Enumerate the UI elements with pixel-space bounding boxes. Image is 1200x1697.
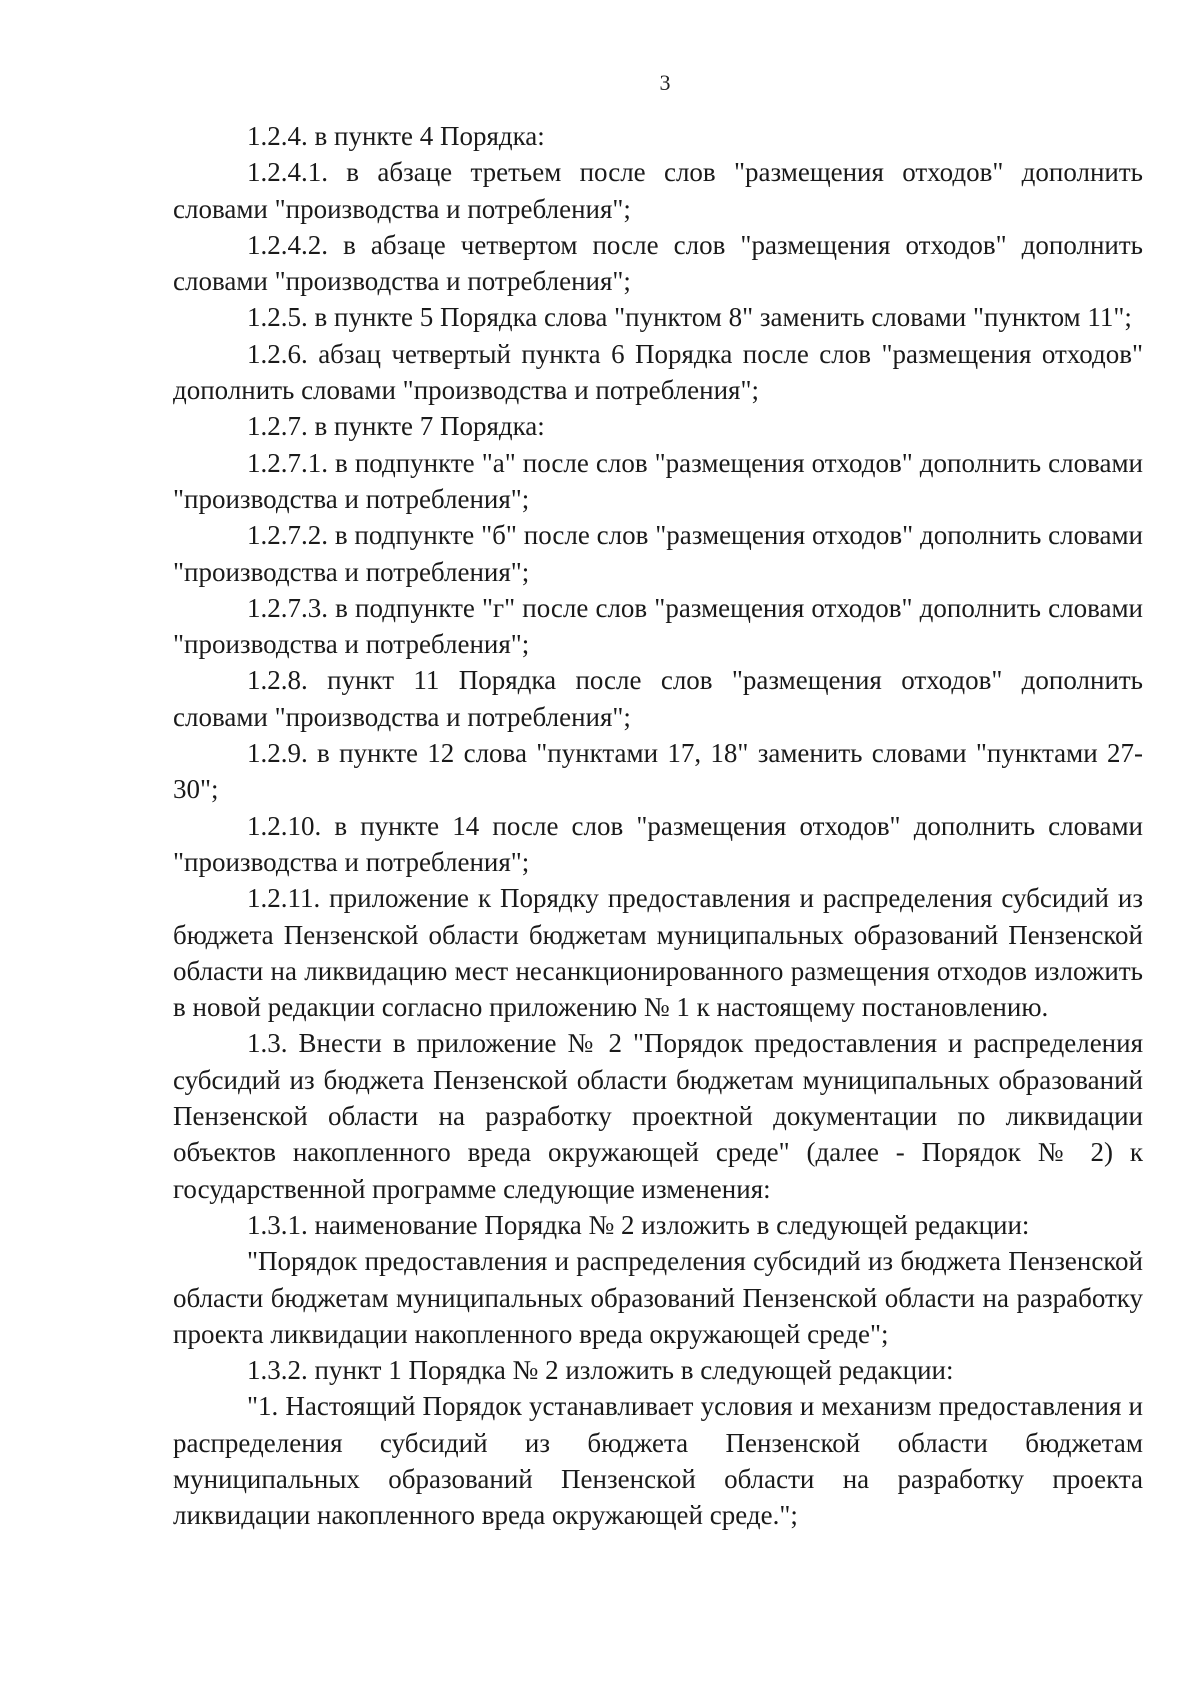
page-number: 3 [659, 70, 671, 95]
paragraph: 1.2.5. в пункте 5 Порядка слова "пунктом 8" заменить словами "пунктом 11"; [247, 302, 1132, 333]
paragraph: 1.2.11. приложение к Порядку предоставления и распределения субсидий из бюджета Пензенской области бюджетам муниципальных образований Пензенской области на ликвидацию мест несанкционированного размещения отходов изложить в новой редакции согласно приложению № 1 к настоящему постановлению. [173, 883, 1143, 1023]
paragraph: 1.2.7. в пункте 7 Порядка: [247, 411, 545, 442]
paragraph: 1.2.4.2. в абзаце четвертом после слов "размещения отходов" дополнить словами "производства и потребления"; [173, 229, 1143, 297]
paragraph: "Порядок предоставления и распределения субсидий из бюджета Пензенской области бюджетам муниципальных образований Пензенской области на разработку проекта ликвидации накопленного вреда окружающей среде"; [173, 1246, 1143, 1349]
paragraph: 1.3.1. наименование Порядка № 2 изложить в следующей редакции: [247, 1209, 1030, 1240]
paragraph: 1.2.8. пункт 11 Порядка после слов "размещения отходов" дополнить словами "производства и потребления"; [173, 665, 1143, 732]
paragraph: 1.3.2. пункт 1 Порядка № 2 изложить в следующей редакции: [247, 1355, 954, 1386]
paragraph: 1.2.6. абзац четвертый пункта 6 Порядка после слов "размещения отходов" дополнить словами "производства и потребления"; [173, 338, 1143, 406]
paragraph: 1.2.4. в пункте 4 Порядка: [247, 121, 545, 151]
paragraph: 1.2.7.3. в подпункте "г" после слов "размещения отходов" дополнить словами "производства и потребления"; [173, 592, 1143, 660]
paragraph: "1. Настоящий Порядок устанавливает условия и механизм предоставления и распределения субсидий из бюджета Пензенской области бюджетам муниципальных образований Пензенской области на разработку проекта ликвидации накопленного вреда окружающей среде."; [173, 1391, 1143, 1531]
paragraph: 1.2.10. в пункте 14 после слов "размещения отходов" дополнить словами "производства и потребления"; [173, 810, 1143, 877]
document-body [173, 118, 1143, 1534]
paragraph: 1.2.7.1. в подпункте "а" после слов "размещения отходов" дополнить словами "производства и потребления"; [173, 447, 1143, 514]
paragraph: 1.3. Внести в приложение № 2 "Порядок предоставления и распределения субсидий из бюджета Пензенской области бюджетам муниципальных образований Пензенской области на разработку проектной документации по ликвидации объектов накопленного вреда окружающей среде" (далее - Порядок № 2) к государственной программе следующие изменения: [173, 1028, 1143, 1204]
paragraph: 1.2.4.1. в абзаце третьем после слов "размещения отходов" дополнить словами "производства и потребления"; [173, 157, 1143, 224]
paragraph: 1.2.9. в пункте 12 слова "пунктами 17, 18" заменить словами "пунктами 27-30"; [173, 738, 1143, 805]
paragraph: 1.2.7.2. в подпункте "б" после слов "размещения отходов" дополнить словами "производства и потребления"; [173, 520, 1143, 587]
